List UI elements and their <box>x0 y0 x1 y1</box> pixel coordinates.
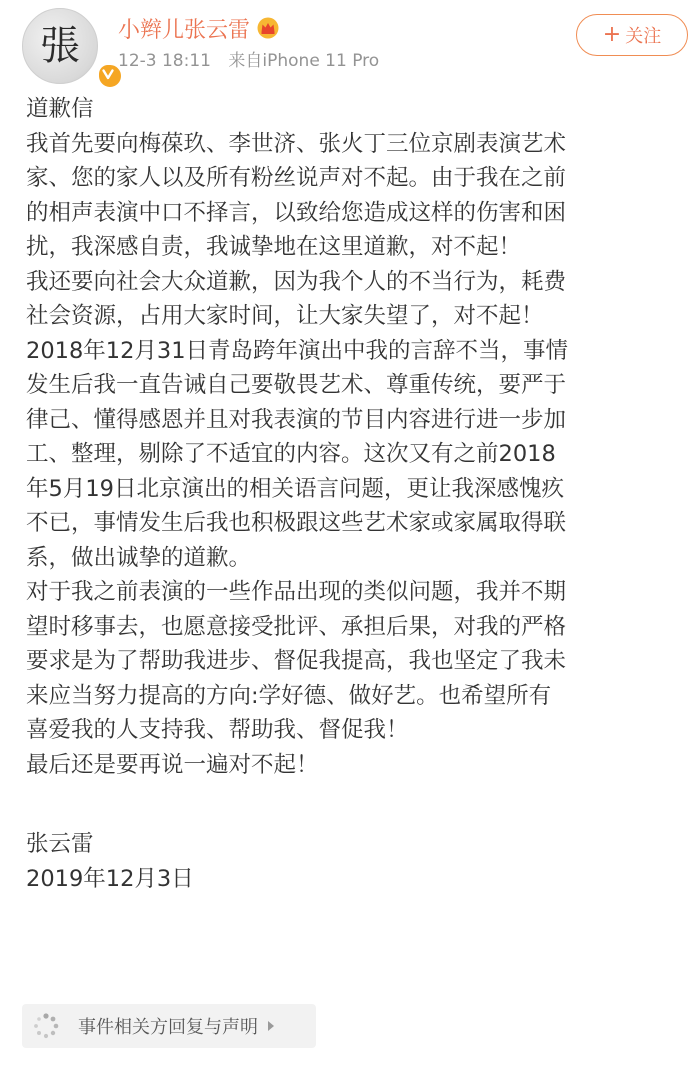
post-source: 来自iPhone 11 Pro <box>228 51 380 71</box>
body-line: 发生后我一直告诫自己要敬畏艺术、尊重传统，要严于 <box>26 372 567 398</box>
follow-button-label: 关注 <box>625 26 662 47</box>
username-row <box>118 10 280 46</box>
body-line: 喜爱我的人支持我、帮助我、督促我！ <box>26 717 409 743</box>
post-timestamp: 12-3 18:11 <box>118 51 211 71</box>
topic-link[interactable] <box>22 1004 316 1048</box>
body-line: 道歉信 <box>26 96 94 122</box>
body-line: 我首先要向梅葆玖、李世济、张火丁三位京剧表演艺术 <box>26 130 567 157</box>
body-line: 年5月19日北京演出的相关语言问题，更让我深感愧疚 <box>26 475 564 502</box>
avatar[interactable] <box>22 8 98 84</box>
body-line: 最后还是要再说一遍对不起！ <box>26 751 319 778</box>
body-line: 系，做出诚挚的道歉。 <box>26 544 252 571</box>
body-line: 家、您的家人以及所有粉丝说声对不起。由于我在之前 <box>26 165 567 191</box>
signature-date: 2019年12月3日 <box>26 865 194 892</box>
body-line: 对于我之前表演的一些作品出现的类似问题，我并不期 <box>26 579 567 605</box>
plus-icon: + <box>602 22 622 47</box>
body-line: 我还要向社会大众道歉，因为我个人的不当行为，耗费 <box>26 268 567 295</box>
body-line: 社会资源，占用大家时间，让大家失望了，对不起！ <box>26 303 544 329</box>
triangle-right-icon <box>268 1021 274 1031</box>
body-line: 望时移事去，也愿意接受批评、承担后果，对我的严格 <box>26 613 567 640</box>
body-line: 要求是为了帮助我进步、督促我提高，我也坚定了我未 <box>26 648 567 674</box>
signature <box>26 827 690 896</box>
body-line: 的相声表演中口不择言，以致给您造成这样的伤害和困 <box>26 199 567 226</box>
body-line: 律己、懂得感恩并且对我表演的节目内容进行进一步加 <box>26 406 567 433</box>
follow-button[interactable] <box>576 14 688 56</box>
body-line: 来应当努力提高的方向:学好德、做好艺。也希望所有 <box>26 682 552 709</box>
post-body <box>26 92 690 896</box>
paragraph-spacer <box>26 782 690 827</box>
post-header <box>0 0 700 90</box>
loading-icon <box>32 1012 60 1040</box>
body-line: 扰，我深感自责，我诚挚地在这里道歉，对不起！ <box>26 234 522 260</box>
username[interactable]: 小辫儿张云雷 <box>118 17 251 43</box>
post-meta <box>118 46 379 71</box>
body-line: 不已，事情发生后我也积极跟这些艺术家或家属取得联 <box>26 510 567 536</box>
crown-icon[interactable] <box>256 17 280 39</box>
body-line: 工、整理，剔除了不适宜的内容。这次又有之前2018 <box>26 441 556 467</box>
signature-name: 张云雷 <box>26 831 94 857</box>
avatar-glyph: 張 <box>40 23 80 69</box>
body-line: 2018年12月31日青岛跨年演出中我的言辞不当，事情 <box>26 337 569 364</box>
topic-label: 事件相关方回复与声明 <box>78 1017 258 1038</box>
